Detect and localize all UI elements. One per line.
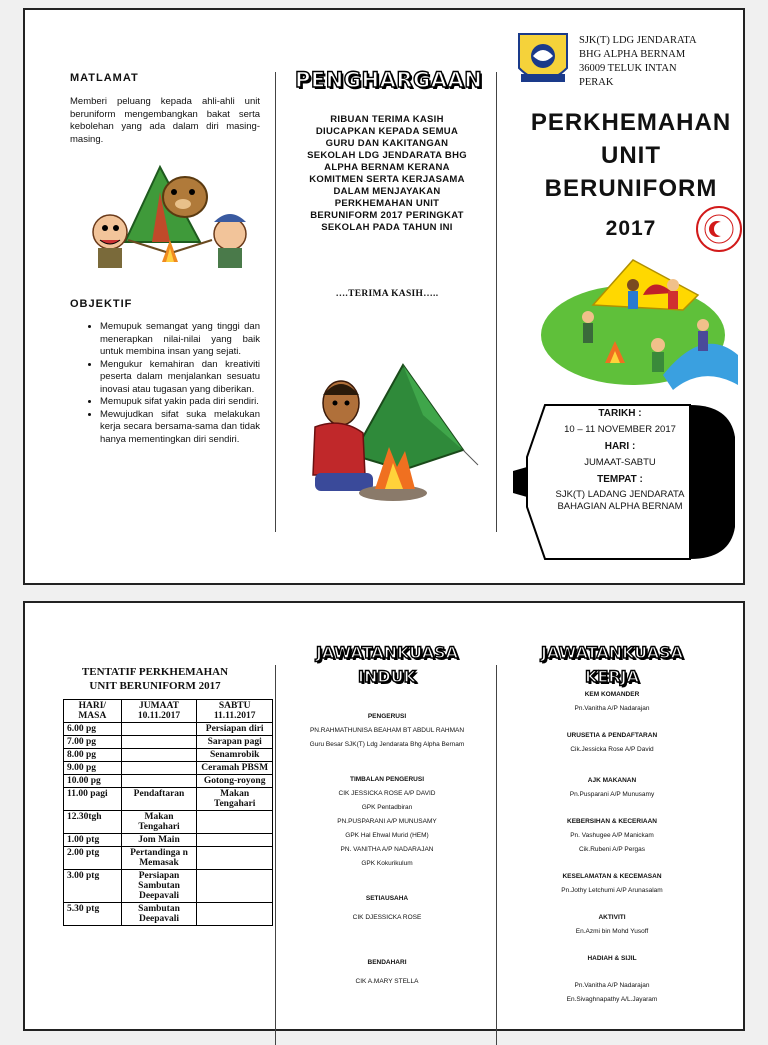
sabtu-cell: Gotong-royong — [197, 775, 273, 788]
sabtu-cell — [197, 811, 273, 834]
column-divider — [496, 72, 497, 532]
time-cell: 8.00 pg — [64, 749, 122, 762]
school-address-line: PERAK — [579, 77, 614, 88]
induk-heading — [287, 641, 487, 689]
committee-role: KEM KOMANDER — [584, 691, 640, 698]
column-divider — [275, 665, 276, 1045]
table-row — [64, 788, 273, 811]
objektif-list-wrapper — [70, 321, 260, 446]
objektif-item: • Memupuk semangat yang tinggi dan menerapkan nilai-nilai yang baik untuk membina insan yang sejati. — [100, 321, 260, 359]
title-year: 2017 — [605, 217, 657, 240]
school-crest-logo — [515, 30, 571, 94]
hari-label: HARI : — [604, 441, 636, 452]
penghargaan-line: GURU DAN KAKITANGAN — [325, 138, 449, 149]
table-header-cell: JUMAAT 10.11.2017 — [121, 700, 197, 723]
kerja-heading-line: KERJA — [585, 667, 639, 686]
jumaat-cell: Pendaftaran — [121, 788, 197, 811]
tempat-value: SJK(T) LADANG JENDARATA BAHAGIAN ALPHA BERNAM — [555, 489, 685, 512]
sabtu-cell: Persiapan diri — [197, 723, 273, 736]
committee-name: PN.PUSPARANI A/P MUNUSAMY — [337, 818, 437, 825]
committee-name: CIK JESSICKA ROSE A/P DAVID — [338, 790, 436, 797]
time-cell: 5.30 ptg — [64, 903, 122, 926]
penghargaan-line: SEKOLAH PADA TAHUN INI — [321, 222, 453, 233]
committee-role: KESELAMATAN & KECEMASAN — [562, 873, 662, 880]
penghargaan-line: ALPHA BERNAM KERANA — [324, 162, 450, 173]
school-address-line: SJK(T) LDG JENDARATA — [579, 35, 697, 46]
committee-name: GPK Pentadbiran — [361, 804, 413, 811]
committee-role: AJK MAKANAN — [587, 777, 637, 784]
sabtu-cell: Ceramah PBSM — [197, 762, 273, 775]
induk-heading-line: INDUK — [357, 667, 416, 686]
objektif-item: • Memupuk sifat yakin pada diri sendiri. — [100, 396, 260, 409]
jumaat-cell: Jom Main — [121, 834, 197, 847]
time-cell: 1.00 ptg — [64, 834, 122, 847]
table-row — [64, 723, 273, 736]
table-row — [64, 762, 273, 775]
table-header-row — [64, 700, 273, 723]
committee-role: SETIAUSAHA — [365, 895, 409, 902]
committee-name: CIK A.MARY STELLA — [355, 978, 419, 985]
school-address-line: 36009 TELUK INTAN — [579, 63, 677, 74]
committee-name: Cik.Jessicka Rose A/P David — [570, 746, 654, 753]
committee-role: AKTIVITI — [598, 914, 626, 921]
committee-name: GPK Kokurikulum — [361, 860, 413, 867]
time-cell: 12.30tgh — [64, 811, 122, 834]
boy-campfire-illustration — [293, 355, 483, 505]
table-row — [64, 847, 273, 870]
penghargaan-body — [287, 114, 487, 234]
table-row — [64, 775, 273, 788]
objektif-item: • Mewujudkan sifat suka melakukan kerja secara bersama-sama dan tidak hanya mementingkan diri sendiri. — [100, 409, 260, 447]
jumaat-cell — [121, 775, 197, 788]
tentatif-title-line: TENTATIF PERKHEMAHAN — [81, 666, 229, 678]
penghargaan-line: DALAM MENJAYAKAN — [333, 186, 441, 197]
time-cell: 10.00 pg — [64, 775, 122, 788]
committee-role: HADIAH & SIJIL — [587, 955, 637, 962]
event-info — [550, 408, 690, 513]
column-divider — [275, 72, 276, 532]
tentatif-table — [63, 699, 273, 926]
sabtu-cell — [197, 847, 273, 870]
title-line: PERKHEMAHAN — [530, 109, 732, 136]
table-row — [64, 736, 273, 749]
objektif-list — [70, 321, 260, 446]
table-row — [64, 834, 273, 847]
committee-name: Cik.Rubeni A/P Pergas — [579, 846, 645, 853]
committee-name: Pn.Vanitha A/P Nadarajan — [574, 982, 650, 989]
camping-kids-illustration — [70, 162, 260, 272]
penghargaan-line: PERKHEMAHAN UNIT — [334, 198, 440, 209]
committee-role: TIMBALAN PENGERUSI — [349, 776, 425, 783]
time-cell: 2.00 ptg — [64, 847, 122, 870]
committee-name: PN.RAHMATHUNISA BEAHAM BT ABDUL RAHMAN — [309, 727, 465, 734]
jumaat-cell: Persiapan Sambutan Deepavali — [121, 870, 197, 903]
committee-name: Pn.Vanitha A/P Nadarajan — [574, 705, 650, 712]
table-row — [64, 811, 273, 834]
jumaat-cell — [121, 749, 197, 762]
brochure-front-page — [23, 8, 745, 585]
tentatif-title-line: UNIT BERUNIFORM 2017 — [89, 680, 221, 692]
red-crescent-badge-icon — [695, 205, 743, 253]
time-cell: 9.00 pg — [64, 762, 122, 775]
hari-value: JUMAAT-SABTU — [584, 457, 656, 468]
column-divider — [496, 665, 497, 1045]
time-cell: 6.00 pg — [64, 723, 122, 736]
objektif-item: • Mengukur kemahiran dan kreativiti peserta dalam menjalankan sesuatu inovasi atau tugasan yang diberikan. — [100, 359, 260, 397]
jumaat-cell: Makan Tengahari — [121, 811, 197, 834]
time-cell: 7.00 pg — [64, 736, 122, 749]
sabtu-cell — [197, 870, 273, 903]
sabtu-cell: Makan Tengahari — [197, 788, 273, 811]
matlamat-text: Memberi peluang kepada ahli-ahli unit beruniform mengembangkan bakat serta kebolehan yang ada dalam diri masing-masing. — [70, 96, 260, 145]
title-line: UNIT — [601, 142, 661, 169]
induk-committee — [287, 699, 487, 985]
tarikh-label: TARIKH : — [598, 408, 642, 419]
penghargaan-heading: PENGHARGAAN — [295, 68, 483, 92]
committee-name: En.Sivaghnapathy A/L.Jayaram — [566, 996, 658, 1003]
school-address-line: BHG ALPHA BERNAM — [579, 49, 686, 60]
table-header-cell: SABTU 11.11.2017 — [197, 700, 273, 723]
committee-role: BENDAHARI — [367, 959, 407, 966]
sabtu-cell — [197, 903, 273, 926]
table-row — [64, 903, 273, 926]
committee-name: GPK Hal Ehwal Murid (HEM) — [345, 832, 429, 839]
kerja-committee — [507, 677, 717, 1003]
committee-name: Pn.Jothy Letchumi A/P Arunasalam — [561, 887, 663, 894]
kerja-heading-line: JAWATANKUASA — [540, 643, 684, 662]
committee-name: En.Azmi bin Mohd Yusoff — [575, 928, 649, 935]
committee-name: Guru Besar SJK(T) Ldg Jendarata Bhg Alpha Bernam — [309, 741, 465, 748]
time-cell: 3.00 ptg — [64, 870, 122, 903]
camping-scene-illustration — [533, 255, 743, 395]
title-line: BERUNIFORM — [544, 175, 718, 202]
sabtu-cell: Senamrobik — [197, 749, 273, 762]
committee-name: Pn.Pusparani A/P Munusamy — [569, 791, 655, 798]
objektif-heading: OBJEKTIF — [70, 298, 133, 310]
committee-name: CIK DJESSICKA ROSE — [352, 914, 422, 921]
committee-name: PN. VANITHA A/P NADARAJAN — [340, 846, 434, 853]
time-cell: 11.00 pagi — [64, 788, 122, 811]
matlamat-heading: MATLAMAT — [70, 72, 139, 84]
sabtu-cell: Sarapan pagi — [197, 736, 273, 749]
jumaat-cell: Sambutan Deepavali — [121, 903, 197, 926]
table-row — [64, 870, 273, 903]
committee-role: PENGERUSI — [367, 713, 407, 720]
brochure-inside-page — [23, 601, 745, 1031]
penghargaan-line: RIBUAN TERIMA KASIH — [330, 114, 444, 125]
penghargaan-line: SEKOLAH LDG JENDARATA BHG — [307, 150, 467, 161]
jumaat-cell — [121, 762, 197, 775]
committee-name: Pn. Vashugee A/P Manickam — [570, 832, 654, 839]
committee-role: KEBERSIHAN & KECERIAAN — [567, 818, 657, 825]
committee-role: URUSETIA & PENDAFTARAN — [566, 732, 658, 739]
tentatif-title — [55, 665, 255, 693]
jumaat-cell — [121, 736, 197, 749]
terima-kasih-text: ….TERIMA KASIH….. — [335, 289, 439, 299]
penghargaan-line: DIUCAPKAN KEPADA SEMUA — [315, 126, 459, 137]
induk-heading-line: JAWATANKUASA — [315, 643, 459, 662]
jumaat-cell — [121, 723, 197, 736]
tarikh-value: 10 – 11 NOVEMBER 2017 — [564, 424, 676, 435]
table-header-cell: HARI/ MASA — [64, 700, 122, 723]
jumaat-cell: Pertandinga n Memasak — [121, 847, 197, 870]
penghargaan-line: KOMITMEN SERTA KERJASAMA — [309, 174, 465, 185]
penghargaan-line: BERUNIFORM 2017 PERINGKAT — [310, 210, 464, 221]
tempat-label: TEMPAT : — [597, 474, 643, 485]
sabtu-cell — [197, 834, 273, 847]
table-row — [64, 749, 273, 762]
school-address — [579, 34, 697, 90]
